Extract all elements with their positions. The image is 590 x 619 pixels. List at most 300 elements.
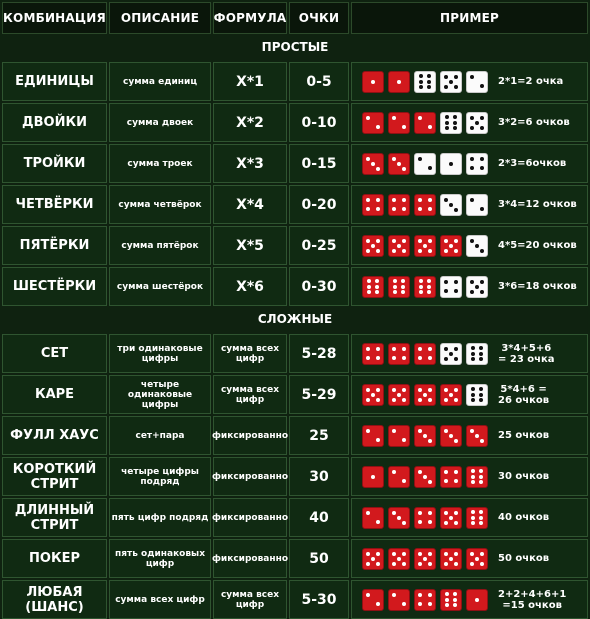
die-pip bbox=[427, 85, 431, 89]
combination-formula: фиксированно bbox=[213, 539, 287, 578]
die-6-icon bbox=[414, 276, 436, 298]
die-pip bbox=[428, 511, 432, 515]
combination-example bbox=[351, 498, 588, 537]
die-pip bbox=[480, 126, 484, 130]
example-result-line: 40 очков bbox=[498, 512, 550, 523]
die-pip bbox=[419, 279, 423, 283]
die-pip bbox=[428, 125, 432, 129]
die-pip bbox=[454, 439, 458, 443]
die-pip bbox=[419, 85, 423, 89]
die-pip bbox=[418, 562, 422, 566]
die-pip bbox=[423, 244, 427, 248]
die-6-icon bbox=[466, 466, 488, 488]
combination-description: сумма четвёрок bbox=[109, 185, 211, 224]
die-3-icon bbox=[362, 153, 384, 175]
example-result-line: 4*5=20 очков bbox=[498, 240, 577, 251]
example-result bbox=[498, 281, 577, 292]
dice-group bbox=[362, 507, 488, 529]
die-pip bbox=[444, 239, 448, 243]
die-pip bbox=[392, 562, 396, 566]
die-pip bbox=[402, 239, 406, 243]
die-5-icon bbox=[362, 384, 384, 406]
die-pip bbox=[471, 352, 475, 356]
die-pip bbox=[471, 357, 475, 361]
combination-example bbox=[351, 416, 588, 455]
dice-group bbox=[362, 589, 488, 611]
die-pip bbox=[392, 356, 396, 360]
column-header: ОЧКИ bbox=[289, 2, 349, 34]
combination-description: три одинаковые цифры bbox=[109, 334, 211, 373]
die-pip bbox=[367, 285, 371, 289]
die-pip bbox=[479, 387, 483, 391]
die-pip bbox=[444, 398, 448, 402]
combination-formula: X*3 bbox=[213, 144, 287, 183]
die-pip bbox=[397, 516, 401, 520]
combination-formula: сумма всех цифр bbox=[213, 334, 287, 373]
die-4-icon bbox=[362, 343, 384, 365]
die-pip bbox=[376, 602, 380, 606]
die-2-icon bbox=[388, 425, 410, 447]
die-pip bbox=[402, 398, 406, 402]
die-1-icon bbox=[440, 153, 462, 175]
die-pip bbox=[444, 479, 448, 483]
combination-formula: фиксированно bbox=[213, 498, 287, 537]
example-result-line: 2*3=6очков bbox=[498, 158, 567, 169]
die-pip bbox=[418, 520, 422, 524]
die-pip bbox=[428, 207, 432, 211]
die-pip bbox=[418, 239, 422, 243]
die-5-icon bbox=[440, 548, 462, 570]
die-pip bbox=[480, 166, 484, 170]
die-pip bbox=[393, 279, 397, 283]
combination-points: 0-25 bbox=[289, 226, 349, 265]
example-result-line: 30 очков bbox=[498, 471, 550, 482]
die-4-icon bbox=[414, 343, 436, 365]
die-pip bbox=[470, 157, 474, 161]
die-pip bbox=[479, 398, 483, 402]
die-pip bbox=[402, 207, 406, 211]
section-title: СЛОЖНЫЕ bbox=[257, 312, 333, 326]
die-pip bbox=[428, 356, 432, 360]
die-pip bbox=[454, 357, 458, 361]
die-2-icon bbox=[414, 153, 436, 175]
die-pip bbox=[418, 511, 422, 515]
combination-points: 0-20 bbox=[289, 185, 349, 224]
die-pip bbox=[376, 388, 380, 392]
die-pip bbox=[471, 480, 475, 484]
die-pip bbox=[444, 249, 448, 253]
die-pip bbox=[428, 249, 432, 253]
die-pip bbox=[418, 593, 422, 597]
die-6-icon bbox=[440, 589, 462, 611]
die-pip bbox=[470, 280, 474, 284]
die-pip bbox=[444, 511, 448, 515]
die-pip bbox=[392, 347, 396, 351]
die-pip bbox=[444, 470, 448, 474]
combination-formula: X*5 bbox=[213, 226, 287, 265]
column-header: КОМБИНАЦИЯ bbox=[2, 2, 107, 34]
die-pip bbox=[454, 562, 458, 566]
die-pip bbox=[366, 157, 370, 161]
die-5-icon bbox=[466, 548, 488, 570]
die-pip bbox=[444, 388, 448, 392]
die-pip bbox=[418, 249, 422, 253]
combination-formula: X*4 bbox=[213, 185, 287, 224]
combination-formula: сумма всех цифр bbox=[213, 375, 287, 414]
die-pip bbox=[418, 198, 422, 202]
example-result-line: 5*4+6 = bbox=[500, 383, 547, 395]
die-pip bbox=[454, 521, 458, 525]
die-pip bbox=[402, 167, 406, 171]
die-pip bbox=[445, 115, 449, 119]
die-pip bbox=[392, 552, 396, 556]
die-pip bbox=[366, 347, 370, 351]
die-pip bbox=[367, 279, 371, 283]
dice-group bbox=[362, 153, 488, 175]
die-pip bbox=[423, 557, 427, 561]
combination-points: 5-30 bbox=[289, 580, 349, 619]
die-2-icon bbox=[362, 425, 384, 447]
die-3-icon bbox=[466, 235, 488, 257]
die-1-icon bbox=[466, 589, 488, 611]
die-pip bbox=[454, 511, 458, 515]
die-pip bbox=[470, 429, 474, 433]
die-pip bbox=[392, 116, 396, 120]
die-pip bbox=[366, 207, 370, 211]
die-pip bbox=[375, 290, 379, 294]
die-pip bbox=[445, 126, 449, 130]
example-result-line: 3*2=6 очков bbox=[498, 117, 570, 128]
die-pip bbox=[392, 157, 396, 161]
die-pip bbox=[449, 557, 453, 561]
die-pip bbox=[401, 279, 405, 283]
dice-group bbox=[362, 548, 488, 570]
die-pip bbox=[453, 598, 457, 602]
die-pip bbox=[366, 198, 370, 202]
dice-group bbox=[362, 71, 488, 93]
combination-name: ДВОЙКИ bbox=[2, 103, 107, 142]
die-pip bbox=[376, 198, 380, 202]
example-result bbox=[498, 512, 549, 523]
die-pip bbox=[470, 290, 474, 294]
die-pip bbox=[453, 115, 457, 119]
die-pip bbox=[454, 208, 458, 212]
die-pip bbox=[427, 279, 431, 283]
dice-group bbox=[362, 425, 488, 447]
die-pip bbox=[454, 398, 458, 402]
die-pip bbox=[479, 516, 483, 520]
die-4-icon bbox=[414, 194, 436, 216]
die-pip bbox=[371, 80, 375, 84]
die-pip bbox=[480, 207, 484, 211]
die-pip bbox=[392, 398, 396, 402]
example-result bbox=[498, 117, 570, 128]
die-pip bbox=[402, 479, 406, 483]
example-result-line: 2*1=2 очка bbox=[498, 76, 564, 87]
die-pip bbox=[366, 356, 370, 360]
example-result bbox=[498, 76, 563, 87]
die-pip bbox=[480, 552, 484, 556]
column-header: ПРИМЕР bbox=[351, 2, 588, 34]
die-pip bbox=[449, 203, 453, 207]
die-pip bbox=[444, 562, 448, 566]
die-2-icon bbox=[388, 466, 410, 488]
die-3-icon bbox=[414, 425, 436, 447]
example-result bbox=[498, 589, 566, 611]
die-3-icon bbox=[440, 425, 462, 447]
dice-group bbox=[362, 466, 488, 488]
die-2-icon bbox=[414, 112, 436, 134]
combination-points: 0-5 bbox=[289, 62, 349, 101]
die-3-icon bbox=[388, 507, 410, 529]
combination-description: пять одинаковых цифр bbox=[109, 539, 211, 578]
combination-example bbox=[351, 457, 588, 496]
die-pip bbox=[376, 347, 380, 351]
die-pip bbox=[444, 347, 448, 351]
die-pip bbox=[470, 116, 474, 120]
die-pip bbox=[376, 520, 380, 524]
die-pip bbox=[418, 470, 422, 474]
die-pip bbox=[428, 520, 432, 524]
combination-description: пять цифр подряд bbox=[109, 498, 211, 537]
die-pip bbox=[479, 469, 483, 473]
die-pip bbox=[454, 249, 458, 253]
combination-formula: X*6 bbox=[213, 267, 287, 306]
combination-formula: сумма всех цифр bbox=[213, 580, 287, 619]
die-pip bbox=[454, 75, 458, 79]
die-pip bbox=[454, 347, 458, 351]
die-pip bbox=[480, 157, 484, 161]
die-pip bbox=[402, 388, 406, 392]
example-result bbox=[498, 430, 549, 441]
die-pip bbox=[449, 516, 453, 520]
combination-name: ПЯТЁРКИ bbox=[2, 226, 107, 265]
die-pip bbox=[454, 280, 458, 284]
die-6-icon bbox=[466, 343, 488, 365]
die-3-icon bbox=[466, 425, 488, 447]
die-pip bbox=[402, 562, 406, 566]
combination-formula: фиксированно bbox=[213, 457, 287, 496]
die-pip bbox=[454, 85, 458, 89]
example-result-line: 26 очков bbox=[498, 394, 550, 406]
column-header: ОПИСАНИЕ bbox=[109, 2, 211, 34]
die-pip bbox=[371, 557, 375, 561]
die-pip bbox=[428, 552, 432, 556]
die-pip bbox=[418, 398, 422, 402]
die-pip bbox=[366, 429, 370, 433]
die-pip bbox=[376, 207, 380, 211]
die-pip bbox=[454, 239, 458, 243]
die-pip bbox=[428, 593, 432, 597]
combination-formula: фиксированно bbox=[213, 416, 287, 455]
combination-description: сумма пятёрок bbox=[109, 226, 211, 265]
die-5-icon bbox=[466, 276, 488, 298]
die-pip bbox=[470, 562, 474, 566]
die-pip bbox=[444, 289, 448, 293]
die-pip bbox=[419, 74, 423, 78]
die-pip bbox=[392, 511, 396, 515]
die-pip bbox=[479, 521, 483, 525]
dice-group bbox=[362, 194, 488, 216]
die-pip bbox=[366, 552, 370, 556]
combination-formula: X*2 bbox=[213, 103, 287, 142]
die-5-icon bbox=[440, 384, 462, 406]
die-pip bbox=[428, 439, 432, 443]
die-pip bbox=[366, 388, 370, 392]
die-4-icon bbox=[388, 194, 410, 216]
die-pip bbox=[444, 75, 448, 79]
die-pip bbox=[428, 480, 432, 484]
combination-points: 5-28 bbox=[289, 334, 349, 373]
die-pip bbox=[471, 398, 475, 402]
column-header: ФОРМУЛА bbox=[213, 2, 287, 34]
die-pip bbox=[418, 429, 422, 433]
die-pip bbox=[376, 239, 380, 243]
example-result-line: =15 очков bbox=[502, 599, 562, 611]
combination-name: КОРОТКИЙ СТРИТ bbox=[2, 457, 107, 496]
die-pip bbox=[444, 429, 448, 433]
combination-name: ЕДИНИЦЫ bbox=[2, 62, 107, 101]
combination-example bbox=[351, 144, 588, 183]
die-pip bbox=[371, 162, 375, 166]
combination-description: сумма единиц bbox=[109, 62, 211, 101]
die-pip bbox=[470, 166, 474, 170]
die-pip bbox=[445, 598, 449, 602]
combination-name: ТРОЙКИ bbox=[2, 144, 107, 183]
die-pip bbox=[401, 285, 405, 289]
die-pip bbox=[480, 84, 484, 88]
die-5-icon bbox=[388, 548, 410, 570]
die-pip bbox=[392, 593, 396, 597]
dice-group bbox=[362, 384, 488, 406]
die-2-icon bbox=[362, 112, 384, 134]
die-pip bbox=[418, 347, 422, 351]
die-2-icon bbox=[388, 589, 410, 611]
die-pip bbox=[479, 357, 483, 361]
die-pip bbox=[471, 475, 475, 479]
die-pip bbox=[480, 439, 484, 443]
die-4-icon bbox=[362, 194, 384, 216]
die-5-icon bbox=[388, 384, 410, 406]
die-2-icon bbox=[388, 112, 410, 134]
die-6-icon bbox=[362, 276, 384, 298]
die-pip bbox=[479, 480, 483, 484]
combination-description: сумма шестёрок bbox=[109, 267, 211, 306]
die-5-icon bbox=[440, 235, 462, 257]
section-title: ПРОСТЫЕ bbox=[261, 40, 329, 54]
combination-name: ДЛИННЫЙ СТРИТ bbox=[2, 498, 107, 537]
die-pip bbox=[402, 438, 406, 442]
combination-name: ШЕСТЁРКИ bbox=[2, 267, 107, 306]
die-pip bbox=[392, 388, 396, 392]
die-pip bbox=[402, 356, 406, 360]
die-pip bbox=[402, 552, 406, 556]
combination-name: ЛЮБАЯ (ШАНС) bbox=[2, 580, 107, 619]
dice-group bbox=[362, 112, 488, 134]
example-result-line: 3*4=12 очков bbox=[498, 199, 577, 210]
combination-description: четыре одинаковые цифры bbox=[109, 375, 211, 414]
die-pip bbox=[454, 388, 458, 392]
die-pip bbox=[397, 557, 401, 561]
dice-group bbox=[362, 235, 488, 257]
die-pip bbox=[454, 479, 458, 483]
die-pip bbox=[444, 280, 448, 284]
die-pip bbox=[402, 521, 406, 525]
die-pip bbox=[428, 388, 432, 392]
die-pip bbox=[402, 125, 406, 129]
die-pip bbox=[366, 562, 370, 566]
die-4-icon bbox=[414, 589, 436, 611]
die-pip bbox=[392, 470, 396, 474]
die-pip bbox=[392, 239, 396, 243]
die-pip bbox=[402, 602, 406, 606]
die-pip bbox=[470, 239, 474, 243]
die-pip bbox=[419, 285, 423, 289]
example-result bbox=[498, 471, 549, 482]
example-result-line: 3*4+5+6 bbox=[501, 342, 552, 354]
die-pip bbox=[397, 80, 401, 84]
die-pip bbox=[453, 592, 457, 596]
die-pip bbox=[471, 521, 475, 525]
die-pip bbox=[470, 198, 474, 202]
die-pip bbox=[376, 249, 380, 253]
die-pip bbox=[366, 511, 370, 515]
example-result bbox=[498, 553, 549, 564]
die-pip bbox=[470, 126, 474, 130]
die-pip bbox=[392, 429, 396, 433]
die-pip bbox=[479, 475, 483, 479]
die-pip bbox=[418, 207, 422, 211]
die-pip bbox=[402, 249, 406, 253]
die-pip bbox=[376, 562, 380, 566]
die-5-icon bbox=[440, 507, 462, 529]
die-pip bbox=[471, 516, 475, 520]
die-1-icon bbox=[362, 466, 384, 488]
combination-description: сумма всех цифр bbox=[109, 580, 211, 619]
combination-description: четыре цифры подряд bbox=[109, 457, 211, 496]
die-pip bbox=[479, 352, 483, 356]
die-pip bbox=[471, 469, 475, 473]
die-pip bbox=[371, 393, 375, 397]
die-pip bbox=[427, 285, 431, 289]
die-pip bbox=[428, 198, 432, 202]
die-pip bbox=[453, 121, 457, 125]
die-4-icon bbox=[440, 466, 462, 488]
die-pip bbox=[445, 592, 449, 596]
die-pip bbox=[397, 244, 401, 248]
die-pip bbox=[428, 347, 432, 351]
combination-points: 30 bbox=[289, 457, 349, 496]
die-2-icon bbox=[362, 589, 384, 611]
die-pip bbox=[480, 280, 484, 284]
die-pip bbox=[428, 166, 432, 170]
die-pip bbox=[444, 85, 448, 89]
die-pip bbox=[427, 290, 431, 294]
combination-description: сумма двоек bbox=[109, 103, 211, 142]
die-pip bbox=[445, 603, 449, 607]
die-3-icon bbox=[440, 194, 462, 216]
die-pip bbox=[471, 346, 475, 350]
combination-example bbox=[351, 580, 588, 619]
die-pip bbox=[418, 552, 422, 556]
combination-example bbox=[351, 539, 588, 578]
die-pip bbox=[444, 521, 448, 525]
die-pip bbox=[366, 249, 370, 253]
die-pip bbox=[393, 285, 397, 289]
die-5-icon bbox=[466, 112, 488, 134]
die-pip bbox=[376, 125, 380, 129]
die-pip bbox=[454, 289, 458, 293]
